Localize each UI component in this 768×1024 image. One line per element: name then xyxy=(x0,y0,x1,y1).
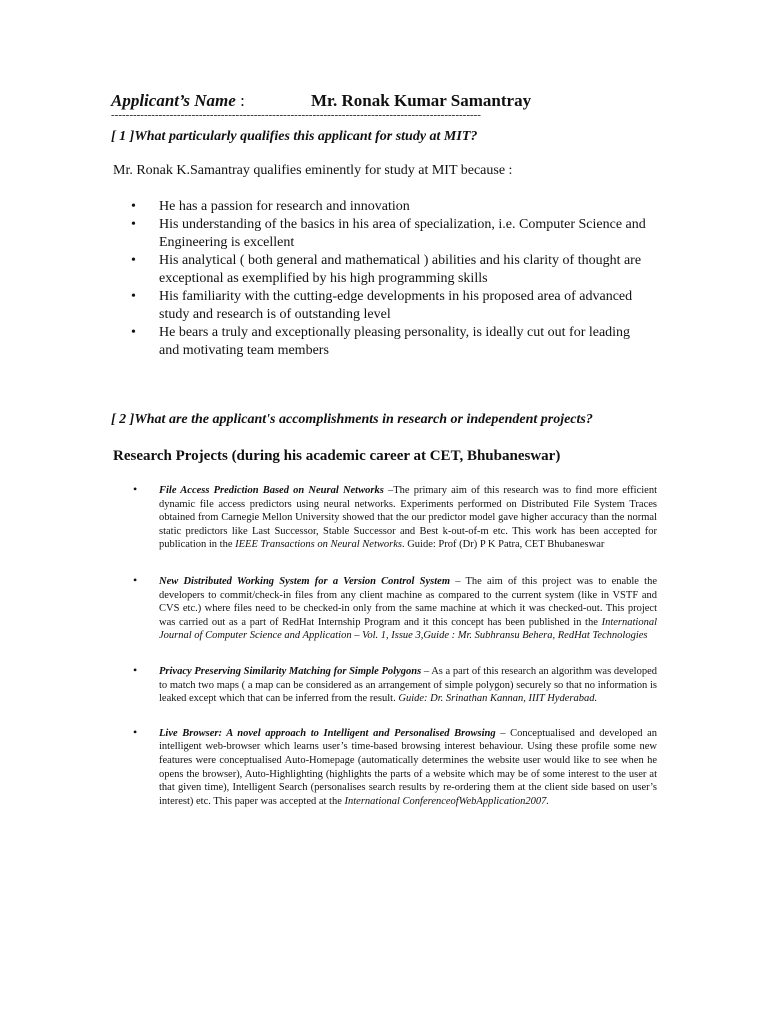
bullet-icon: • xyxy=(131,253,136,268)
project-description: – The aim of this project was to enable the developers to commit/check-in files from any client machine as compared to the current system (like in VSTF and CVS etc.) where files need to be checked-in only from the same machine at which it was checked-out. This project was carried out as a part of RedHat Internship Program and it this concept has been published in the xyxy=(159,575,658,628)
list-item xyxy=(131,324,651,360)
intro-paragraph: Mr. Ronak K.Samantray qualifies eminently for study at MIT because : xyxy=(113,163,513,178)
question-2: [ 2 ]What are the applicant's accomplishments in research or independent projects? xyxy=(111,412,593,427)
list-item xyxy=(131,198,651,216)
project-description: – Conceptualised and developed an intelligent web-browser which learns user’s time-based browsing interest behaviour. Using these profile some new features were conceptualised Auto-Homepage (automatically determines the website user would like to see when he opens the browser), Auto-Highlighting (highlights the parts of a website which may be of some interest to the user at that given time), Intelligent Search (personalises search results by re-ordering them at the client side based on user’s interest) etc. This paper was accepted at the xyxy=(159,727,658,807)
project-title: File Access Prediction Based on Neural Networks xyxy=(159,485,384,496)
project-item xyxy=(133,572,658,643)
project-venue: International ConferenceofWebApplication2007. xyxy=(344,795,550,807)
project-item xyxy=(133,484,657,552)
project-title: Live Browser: A novel approach to Intelligent and Personalised Browsing xyxy=(159,727,496,739)
list-item-text: He has a passion for research and innovation xyxy=(159,199,410,214)
list-item xyxy=(131,252,651,288)
projects-list xyxy=(133,484,657,808)
bullet-icon: • xyxy=(133,572,138,587)
project-guide: . Guide: Prof (Dr) P K Patra, CET Bhubaneswar xyxy=(401,539,605,551)
bullet-icon: • xyxy=(131,289,136,304)
bullet-icon: • xyxy=(131,199,136,214)
project-description: – As a part of this research an algorithm was developed to match two maps ( a map can be considered as an arrangement of simple polygon) securely so that no information is leaked except which that can be inferred from the result. xyxy=(159,665,657,705)
research-projects-heading: Research Projects (during his academic career at CET, Bhubaneswar) xyxy=(113,448,561,464)
project-venue: IEEE Transactions on Neural Networks xyxy=(235,539,402,551)
qualifications-list xyxy=(131,198,651,360)
project-guide: Guide: Dr. Srinathan Kannan, IIIT Hyderabad. xyxy=(398,693,598,705)
project-title: New Distributed Working System for a Version Control System xyxy=(159,575,450,587)
project-item xyxy=(133,662,657,706)
list-item-text: His analytical ( both general and mathematical ) abilities and his clarity of thought are exceptional as exemplified by his high programming skills xyxy=(159,253,642,286)
dashed-rule: ----------------------------------------------------------------------------------------------------- xyxy=(111,109,481,121)
question-1: [ 1 ]What particularly qualifies this applicant for study at MIT? xyxy=(111,129,478,144)
list-item-text: He bears a truly and exceptionally pleasing personality, is ideally cut out for leading and motivating team members xyxy=(159,325,631,358)
applicant-name-label: Applicant’s Name xyxy=(111,91,236,110)
project-description: –The primary aim of this research was to find more efficient dynamic file access predictors using neural networks. Experiments performed on Distributed File System Traces obtained from Carnegie Mellon University showed that the our predictor model gave higher accuracy than the normal static predictors like Last Successor, Stable Successor and Best k-out-of-m etc. This work has been accepted for publication in the xyxy=(159,485,657,551)
list-item-text: His familiarity with the cutting-edge developments in his proposed area of advanced study and research is of outstanding level xyxy=(159,289,633,322)
list-item-text: His understanding of the basics in his area of specialization, i.e. Computer Science and Engineering is excellent xyxy=(159,217,646,250)
bullet-icon: • xyxy=(133,724,138,739)
bullet-icon: • xyxy=(131,217,136,232)
bullet-icon: • xyxy=(131,325,136,340)
project-venue: International Journal of Computer Science and Application – Vol. 1, Issue 3,Guide : Mr. Subhransu Behera, RedHat Technologies xyxy=(159,616,657,642)
project-title: Privacy Preserving Similarity Matching for Simple Polygons xyxy=(159,665,422,677)
bullet-icon: • xyxy=(133,662,138,677)
bullet-icon: • xyxy=(133,482,138,496)
project-item xyxy=(133,724,658,809)
list-item xyxy=(131,216,651,252)
list-item xyxy=(131,288,651,324)
applicant-name: Mr. Ronak Kumar Samantray xyxy=(311,91,532,110)
header-separator: : xyxy=(240,91,245,110)
